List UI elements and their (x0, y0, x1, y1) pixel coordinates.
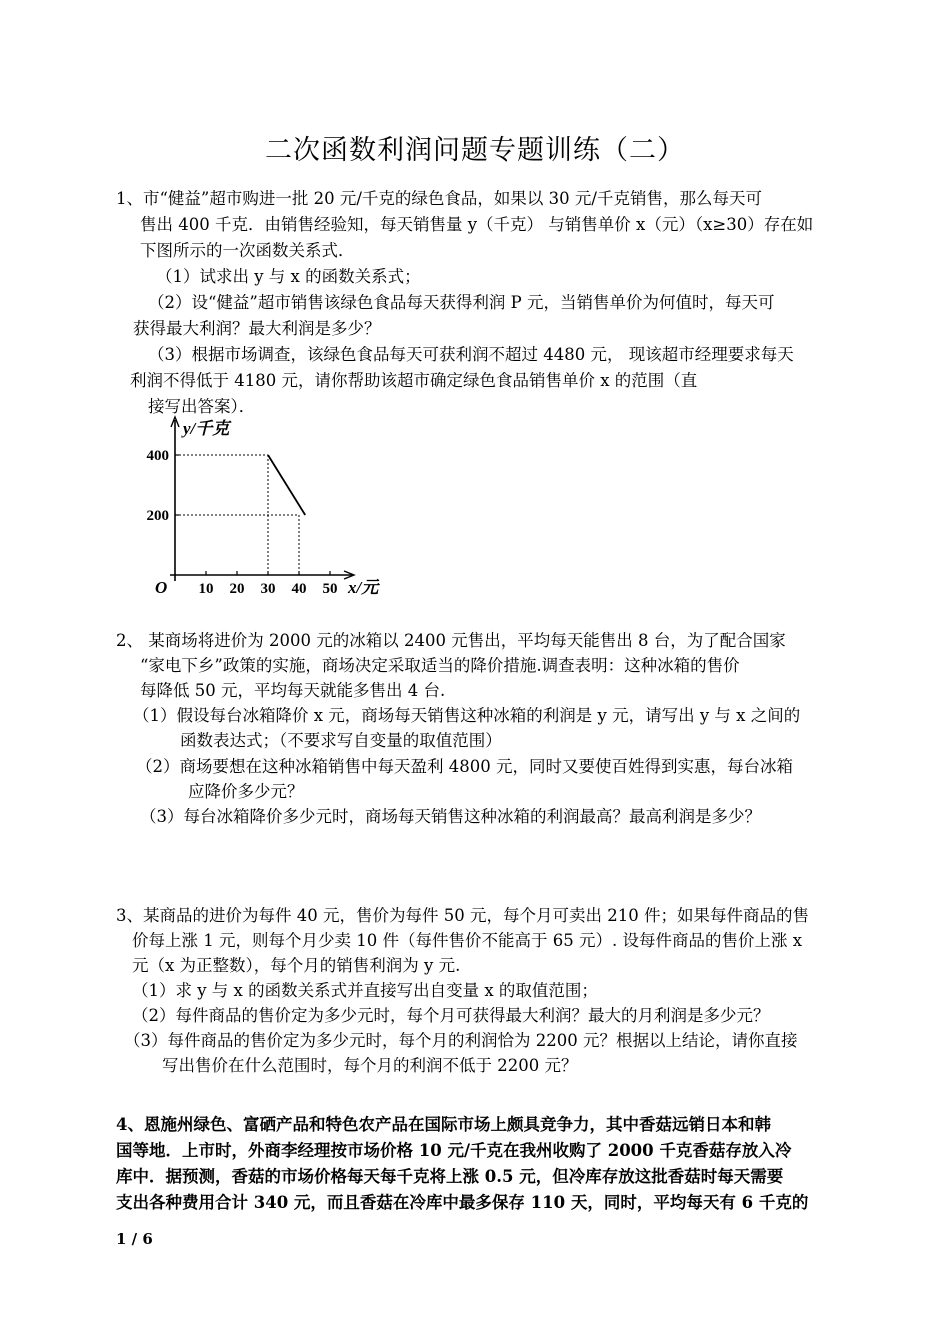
x-tick-label-20: 20 (229, 581, 245, 597)
q2-line-8: （3）每台冰箱降价多少元时，商场每天销售这种冰箱的利润最高？最高利润是多少？ (140, 807, 761, 826)
q3-line-5: （2）每件商品的售价定为多少元时，每个月可获得最大利润？最大的月利润是多少元？ (132, 1006, 770, 1025)
q4-line-2: 国等地．上市时，外商李经理按市场价格 10 元/千克在我州收购了 2000 千克香菇存放入冷 (116, 1141, 792, 1160)
x-tick-label-40: 40 (291, 581, 307, 597)
y-tick-label-200: 200 (146, 508, 169, 524)
q1-line-5: （2）设“健益”超市销售该绿色食品每天获得利润 P 元，当销售单价为何值时，每天可 (148, 293, 775, 312)
q1-line-2: 售出 400 千克．由销售经验知，每天销售量 y（千克） 与销售单价 x（元）（x≥30）存在如 (140, 215, 814, 234)
origin-label: O (155, 578, 168, 597)
q3-line-2: 价每上涨 1 元，则每个月少卖 10 件（每件售价不能高于 65 元）. 设每件商品的售价上涨 x (132, 931, 802, 950)
q2-line-4: （1）假设每台冰箱降价 x 元，商场每天销售这种冰箱的利润是 y 元，请写出 y 与 x 之间的 (133, 706, 801, 725)
q1-line-7: （3）根据市场调查，该绿色食品每天可获利润不超过 4480 元， 现该超市经理要求每天 (148, 345, 794, 364)
q3-line-6: （3）每件商品的售价定为多少元时，每个月的利润恰为 2200 元？根据以上结论，请你直接 (124, 1031, 798, 1050)
q2-line-6: （2）商场要想在这种冰箱销售中每天盈利 4800 元，同时又要使百姓得到实惠，每台冰箱 (136, 757, 793, 776)
q3-line-4: （1）求 y 与 x 的函数关系式并直接写出自变量 x 的取值范围； (132, 981, 598, 1000)
q1-line-8: 利润不得低于 4180 元，请你帮助该超市确定绿色食品销售单价 x 的范围（直 (130, 371, 698, 390)
q2-line-1: 2、 某商场将进价为 2000 元的冰箱以 2400 元售出，平均每天能售出 8 台，为了配合国家 (116, 631, 786, 650)
q1-line-6: 获得最大利润？最大利润是多少？ (133, 319, 381, 338)
q1-line-9: 接写出答案）． (148, 397, 256, 416)
q2-line-5: 函数表达式；（不要求写自变量的取值范围） (180, 731, 502, 750)
q3-line-7: 写出售价在什么范围时，每个月的利润不低于 2200 元？ (162, 1056, 578, 1075)
y-tick-label-400: 400 (146, 448, 169, 464)
sales-volume-chart (130, 412, 400, 607)
q4-line-3: 库中．据预测，香菇的市场价格每天每千克将上涨 0.5 元，但冷库存放这批香菇时每天需要 (116, 1167, 784, 1186)
q1-line-1: 1、市“健益”超市购进一批 20 元/千克的绿色食品，如果以 30 元/千克销售，那么每天可 (116, 189, 762, 208)
q3-line-3: 元（x 为正整数），每个月的销售利润为 y 元. (132, 956, 461, 975)
series-segment-2 (268, 455, 305, 515)
x-tick-label-10: 10 (198, 581, 214, 597)
q3-line-1: 3、某商品的进价为每件 40 元，售价为每件 50 元，每个月可卖出 210 件；如果每件商品的售 (116, 906, 809, 925)
q2-line-3: 每降低 50 元，平均每天就能多售出 4 台. (140, 681, 446, 700)
x-tick-label-50: 50 (322, 581, 338, 597)
q1-line-4: （1）试求出 y 与 x 的函数关系式； (156, 267, 421, 286)
page-number: 1 / 6 (116, 1230, 153, 1248)
q4-line-1: 4、恩施州绿色、富硒产品和特色农产品在国际市场上颇具竞争力，其中香菇远销日本和韩 (116, 1115, 771, 1134)
q1-line-3: 下图所示的一次函数关系式． (140, 241, 355, 260)
q4-line-4: 支出各种费用合计 340 元，而且香菇在冷库中最多保存 110 天，同时，平均每天有 6 千克的 (116, 1193, 809, 1212)
y-axis-label: y/千克 (183, 419, 230, 438)
x-tick-label-30: 30 (260, 581, 276, 597)
document-title: 二次函数利润问题专题训练（二） (265, 135, 685, 166)
q2-line-2: “家电下乡”政策的实施，商场决定采取适当的降价措施.调查表明：这种冰箱的售价 (140, 656, 740, 675)
x-axis-label: x/元 (348, 578, 379, 597)
q2-line-7: 应降价多少元？ (188, 782, 304, 801)
